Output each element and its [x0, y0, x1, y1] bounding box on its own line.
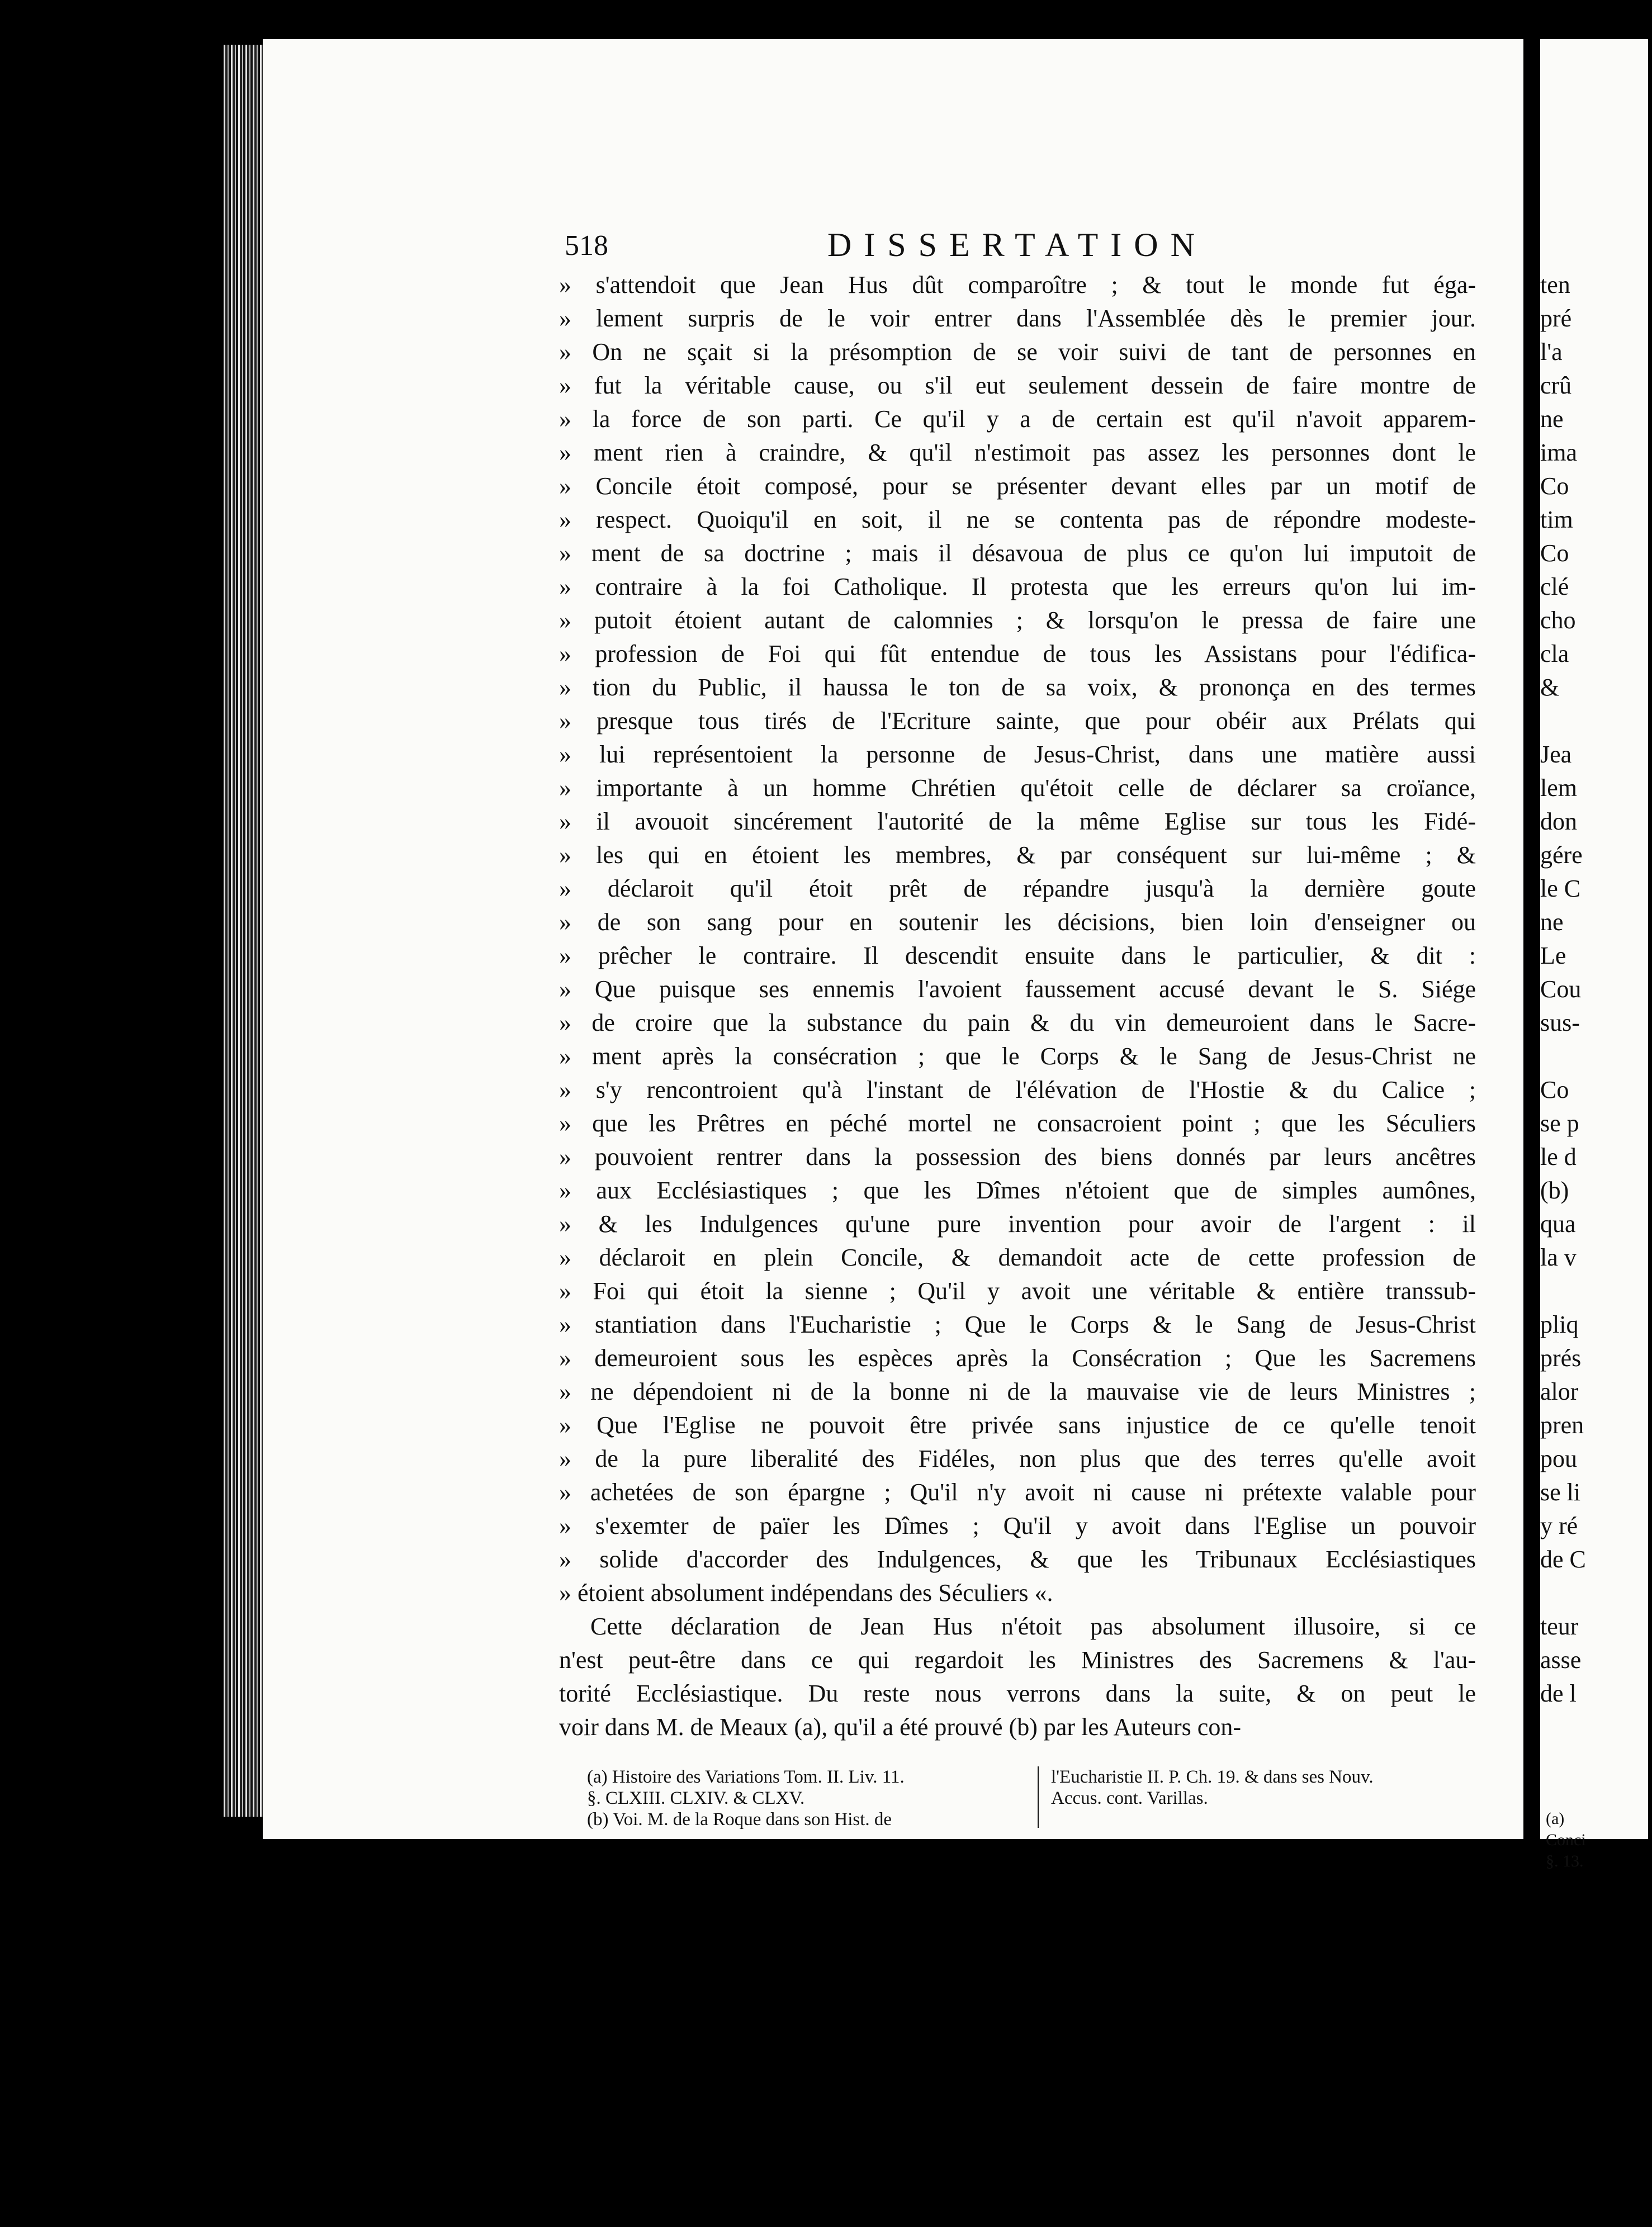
- text-line: » Foi qui étoit la sienne ; Qu'il y avoit une véritable & entière transsub-: [559, 1277, 1476, 1305]
- facing-page-line: tim: [1540, 506, 1573, 533]
- text-line: » putoit étoient autant de calomnies ; & lorsqu'on le pressa de faire une: [559, 606, 1476, 634]
- facing-page-line: (b): [1540, 1177, 1569, 1204]
- facing-page-line: asse: [1540, 1646, 1582, 1674]
- facing-page-line: se li: [1540, 1479, 1581, 1506]
- running-head-title: DISSERTATION: [827, 226, 1207, 263]
- text-line: » étoient absolument indépendans des Séculiers «.: [559, 1579, 1053, 1607]
- text-line: » prêcher le contraire. Il descendit ensuite dans le particulier, & dit :: [559, 942, 1476, 969]
- facing-page-line: lem: [1540, 774, 1577, 802]
- text-line: torité Ecclésiastique. Du reste nous verrons dans la suite, & on peut le: [559, 1680, 1476, 1707]
- facing-page-line: Co: [1540, 539, 1569, 567]
- footnotes-right-column: [1051, 1766, 1487, 1809]
- facing-page-line: ima: [1540, 439, 1577, 466]
- text-line: » lui représentoient la personne de Jesus-Christ, dans une matière aussi: [559, 741, 1476, 768]
- footnotes-left-column: [587, 1766, 1023, 1830]
- text-line: » Que puisque ses ennemis l'avoient faussement accusé devant le S. Siége: [559, 975, 1476, 1003]
- facing-page-line: Co: [1540, 472, 1569, 500]
- text-line: » de la pure liberalité des Fidéles, non plus que des terres qu'elle avoit: [559, 1445, 1476, 1472]
- facing-page-line: ne: [1540, 405, 1564, 433]
- facing-page-line: l'a: [1540, 338, 1563, 366]
- text-line: » lement surpris de le voir entrer dans l'Assemblée dès le premier jour.: [559, 305, 1476, 332]
- page-gutter: [1523, 39, 1540, 1839]
- text-line: » aux Ecclésiastiques ; que les Dîmes n'étoient que de simples aumônes,: [559, 1177, 1476, 1204]
- text-line: » importante à un homme Chrétien qu'étoit celle de déclarer sa croïance,: [559, 774, 1476, 802]
- facing-page-text: [1540, 268, 1652, 1710]
- text-line: » déclaroit en plein Concile, & demandoit acte de cette profession de: [559, 1244, 1476, 1271]
- facing-page-line: ten: [1540, 271, 1570, 298]
- text-line: » contraire à la foi Catholique. Il protesta que les erreurs qu'on lui im-: [559, 573, 1476, 600]
- facing-page-line: le d: [1540, 1143, 1577, 1171]
- facing-page-line: gére: [1540, 841, 1583, 869]
- facing-page-line: cla: [1540, 640, 1569, 667]
- facing-page-line: cho: [1540, 606, 1576, 634]
- text-line: » déclaroit qu'il étoit prêt de répandre jusqu'à la dernière goute: [559, 875, 1476, 902]
- facing-page-line: [1540, 704, 1652, 738]
- page-number: 518: [565, 230, 608, 262]
- text-line: » On ne sçait si la présomption de se voir suivi de tant de personnes en: [559, 338, 1476, 366]
- facing-page: [1540, 39, 1648, 1870]
- facing-page-line: pren: [1540, 1411, 1584, 1439]
- text-line: Cette déclaration de Jean Hus n'étoit pas absolument illusoire, si ce: [590, 1613, 1476, 1640]
- text-line: » de son sang pour en soutenir les décisions, bien loin d'enseigner ou: [559, 908, 1476, 936]
- text-line: » que les Prêtres en péché mortel ne consacroient point ; que les Séculiers: [559, 1110, 1476, 1137]
- facing-page-line: qua: [1540, 1210, 1576, 1238]
- facing-page-line: le C: [1540, 875, 1581, 902]
- footnote-line: (a) Histoire des Variations Tom. II. Liv. 11.: [587, 1767, 905, 1787]
- facing-page-line: pou: [1540, 1445, 1577, 1472]
- facing-page-line: clé: [1540, 573, 1569, 600]
- text-line: » demeuroient sous les espèces après la Consécration ; Que les Sacremens: [559, 1344, 1476, 1372]
- text-line: » de croire que la substance du pain & du vin demeuroient dans le Sacre-: [559, 1009, 1476, 1036]
- text-line: » ment de sa doctrine ; mais il désavoua de plus ce qu'on lui imputoit de: [559, 539, 1476, 567]
- facing-page-line: ne: [1540, 908, 1564, 936]
- text-line: » s'y rencontroient qu'à l'instant de l'élévation de l'Hostie & du Calice ;: [559, 1076, 1476, 1103]
- facing-page-line: de l: [1540, 1680, 1577, 1707]
- facing-page-line: pliq: [1540, 1311, 1579, 1338]
- text-line: n'est peut-être dans ce qui regardoit les Ministres des Sacremens & l'au-: [559, 1646, 1476, 1674]
- facing-page-line: Jea: [1540, 741, 1572, 768]
- scanner-background: [0, 0, 229, 2227]
- facing-page-line: [1540, 1576, 1652, 1610]
- text-line: » s'attendoit que Jean Hus dût comparoître ; & tout le monde fut éga-: [559, 271, 1476, 298]
- facing-page-line: la v: [1540, 1244, 1577, 1271]
- text-line: » presque tous tirés de l'Ecriture sainte, que pour obéir aux Prélats qui: [559, 707, 1476, 735]
- facing-page-line: don: [1540, 808, 1577, 835]
- facing-page-line: Le: [1540, 942, 1566, 969]
- facing-page-line: prés: [1540, 1344, 1582, 1372]
- footnote-line: Accus. cont. Varillas.: [1051, 1788, 1208, 1808]
- text-line: » ne dépendoient ni de la bonne ni de la mauvaise vie de leurs Ministres ;: [559, 1378, 1476, 1405]
- text-line: voir dans M. de Meaux (a), qu'il a été prouvé (b) par les Auteurs con-: [559, 1713, 1241, 1741]
- footnote-line: (b) Voi. M. de la Roque dans son Hist. de: [587, 1809, 892, 1830]
- facing-page-line: pré: [1540, 305, 1572, 332]
- footnote-divider: [1038, 1766, 1039, 1828]
- facing-page-line: crû: [1540, 372, 1572, 399]
- facing-page-footnote-line: (a): [1546, 1809, 1565, 1828]
- text-line: » ment rien à craindre, & qu'il n'estimoit pas assez les personnes dont le: [559, 439, 1476, 466]
- text-line: » pouvoient rentrer dans la possession des biens donnés par leurs ancêtres: [559, 1143, 1476, 1171]
- text-line: » tion du Public, il haussa le ton de sa voix, & prononça en des termes: [559, 674, 1476, 701]
- footnote-line: l'Eucharistie II. P. Ch. 19. & dans ses Nouv.: [1051, 1767, 1374, 1787]
- facing-page-line: y ré: [1540, 1512, 1578, 1539]
- text-line: » Que l'Eglise ne pouvoit être privée sans injustice de ce qu'elle tenoit: [559, 1411, 1476, 1439]
- facing-page-footnote-line: §. 13.: [1546, 1852, 1584, 1870]
- body-text: [559, 268, 1476, 1744]
- text-line: » s'exemter de païer les Dîmes ; Qu'il y avoit dans l'Eglise un pouvoir: [559, 1512, 1476, 1539]
- text-line: » respect. Quoiqu'il en soit, il ne se contenta pas de répondre modeste-: [559, 506, 1476, 533]
- text-line: » solide d'accorder des Indulgences, & que les Tribunaux Ecclésiastiques: [559, 1546, 1476, 1573]
- text-line: » fut la véritable cause, ou s'il eut seulement dessein de faire montre de: [559, 372, 1476, 399]
- facing-page-line: [1540, 1274, 1652, 1308]
- footnote-line: §. CLXIII. CLXIV. & CLXV.: [587, 1788, 805, 1808]
- book-page-edges: [224, 45, 266, 1817]
- text-line: » la force de son parti. Ce qu'il y a de certain est qu'il n'avoit apparem-: [559, 405, 1476, 433]
- facing-page-line: sus-: [1540, 1009, 1580, 1036]
- facing-page-footnote: [1546, 1808, 1586, 1872]
- text-line: » Concile étoit composé, pour se présenter devant elles par un motif de: [559, 472, 1476, 500]
- text-line: » achetées de son épargne ; Qu'il n'y avoit ni cause ni prétexte valable pour: [559, 1479, 1476, 1506]
- text-line: » ment après la consécration ; que le Corps & le Sang de Jesus-Christ ne: [559, 1043, 1476, 1070]
- facing-page-line: Co: [1540, 1076, 1569, 1103]
- facing-page-line: [1540, 1040, 1652, 1073]
- text-line: » les qui en étoient les membres, & par conséquent sur lui-même ; &: [559, 841, 1476, 869]
- text-line: » il avouoit sincérement l'autorité de la même Eglise sur tous les Fidé-: [559, 808, 1476, 835]
- facing-page-line: de C: [1540, 1546, 1586, 1573]
- text-line: » & les Indulgences qu'une pure invention pour avoir de l'argent : il: [559, 1210, 1476, 1238]
- text-line: » stantiation dans l'Eucharistie ; Que le Corps & le Sang de Jesus-Christ: [559, 1311, 1476, 1338]
- facing-page-line: se p: [1540, 1110, 1579, 1137]
- facing-page-line: teur: [1540, 1613, 1579, 1640]
- facing-page-line: Cou: [1540, 975, 1582, 1003]
- facing-page-footnote-line: Conci: [1546, 1831, 1586, 1849]
- text-line: » profession de Foi qui fût entendue de tous les Assistans pour l'édifica-: [559, 640, 1476, 667]
- facing-page-line: &: [1540, 674, 1560, 701]
- facing-page-line: alor: [1540, 1378, 1579, 1405]
